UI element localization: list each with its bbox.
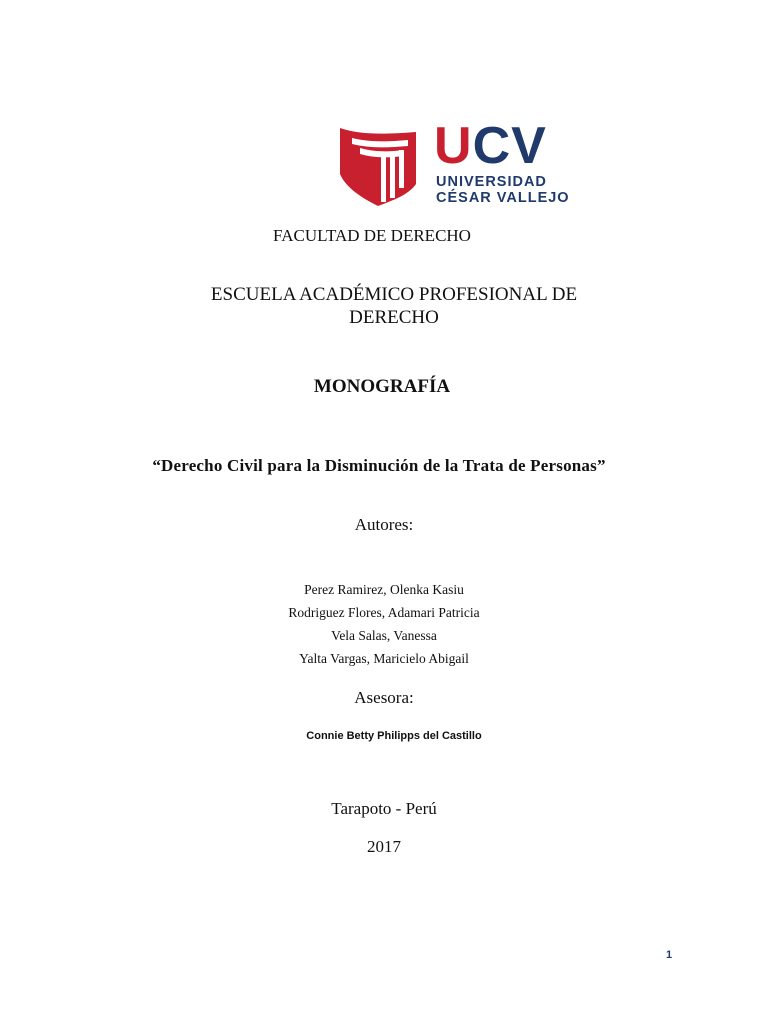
school-heading-line-1: ESCUELA ACADÉMICO PROFESIONAL DE — [210, 284, 578, 305]
year: 2017 — [367, 837, 401, 856]
ucv-shield-icon — [338, 126, 418, 206]
author-name: Perez Ramirez, Olenka Kasiu — [304, 582, 464, 597]
authors-heading: Autores: — [354, 515, 414, 534]
author-name: Rodriguez Flores, Adamari Patricia — [288, 605, 480, 620]
school-heading — [10, 283, 768, 329]
logo-acronym-cv: CV — [472, 117, 547, 175]
advisor-heading: Asesora: — [354, 688, 414, 707]
faculty-heading: FACULTAD DE DERECHO — [273, 226, 471, 245]
logo-acronym — [434, 117, 547, 175]
university-logo — [338, 117, 570, 208]
page-number: 1 — [666, 949, 673, 961]
place: Tarapoto - Perú — [331, 799, 437, 818]
logo-line-1: UNIVERSIDAD — [436, 174, 547, 190]
document-type: MONOGRAFÍA — [313, 376, 451, 397]
advisor-name: Connie Betty Philipps del Castillo — [306, 730, 482, 742]
logo-acronym-u: U — [434, 117, 473, 175]
author-name: Yalta Vargas, Maricielo Abigail — [299, 651, 469, 666]
authors-list — [0, 578, 768, 670]
document-title: “Derecho Civil para la Disminución de la Trata de Personas” — [152, 456, 606, 475]
logo-line-2: CÉSAR VALLEJO — [436, 190, 570, 206]
school-heading-line-2: DERECHO — [349, 307, 439, 328]
author-name: Vela Salas, Vanessa — [331, 628, 437, 643]
